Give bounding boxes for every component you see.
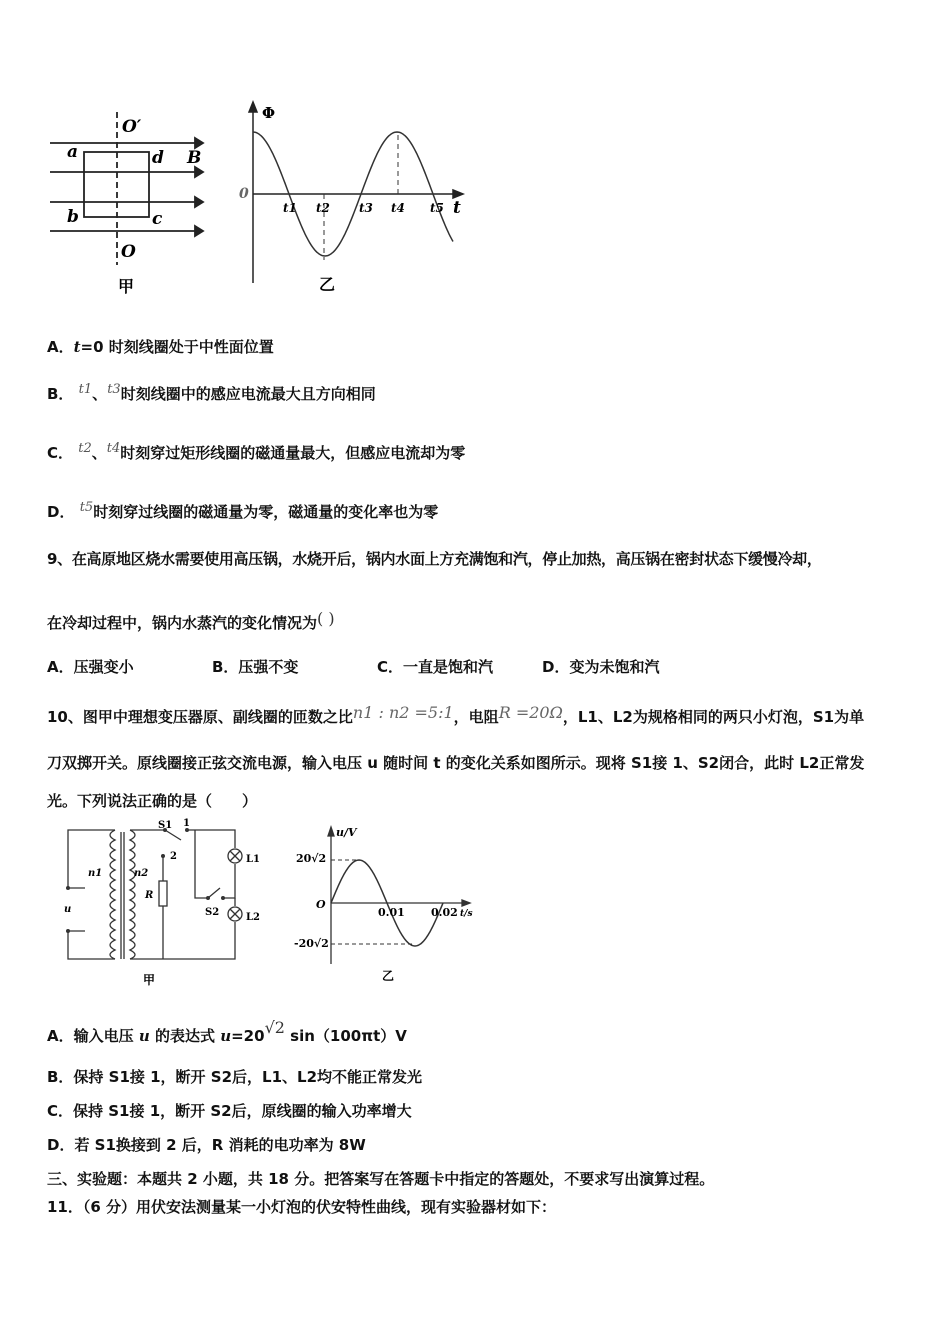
option-text: =0 时刻线圈处于中性面位置 [80, 338, 274, 356]
label-b: b [67, 207, 79, 227]
label-1: 1 [183, 818, 190, 829]
resistance-value: R =20Ω [498, 703, 563, 722]
tick-t1: t1 [283, 201, 297, 215]
option-text: 时刻穿过矩形线圈的磁通量最大，但感应电流却为零 [120, 444, 466, 462]
label-R: R [145, 890, 154, 901]
option-text: A．输入电压 [47, 1027, 139, 1045]
q11-stem: 11．（6 分）用伏安法测量某一小灯泡的伏安特性曲线，现有实验器材如下： [47, 1198, 557, 1216]
stem-text: ，L1、L2为规格相同的两只小灯泡，S1为单 [562, 708, 865, 726]
x-tick-0.01: 0.01 [378, 906, 405, 919]
x-tick-0.02: 0.02 [431, 906, 458, 919]
var-u: u [220, 1027, 232, 1045]
option-label: C． [47, 444, 74, 462]
var-t: t [73, 338, 81, 356]
figure-voltage-graph [290, 824, 480, 986]
label-B: B [187, 148, 202, 168]
var-u: u [138, 1027, 150, 1045]
figure-flux-graph [235, 98, 475, 298]
q8-option-d[interactable] [47, 500, 438, 522]
option-label: D． [47, 503, 75, 521]
tick-t2: t2 [316, 201, 330, 215]
y-axis-label: u/V [336, 826, 357, 839]
q9-option-d[interactable]: D．变为未饱和汽 [542, 658, 660, 676]
y-axis-label: Φ [262, 104, 276, 122]
answer-paren: ( ) [317, 609, 335, 628]
caption-jia: 甲 [143, 973, 156, 987]
caption-yi: 乙 [319, 275, 336, 294]
section-3-heading: 三、实验题：本题共 2 小题，共 18 分。把答案写在答题卡中指定的答题处，不要求写出演算过程。 [47, 1170, 715, 1188]
label-S2: S2 [205, 907, 220, 918]
label-d: d [152, 148, 164, 168]
q10-option-c[interactable]: C．保持 S1接 1，断开 S2后，原线圈的输入功率增大 [47, 1102, 412, 1120]
stem-text: 10、图甲中理想变压器原、副线圈的匝数之比 [47, 708, 353, 726]
label-2: 2 [170, 851, 177, 862]
option-label: B． [47, 385, 74, 403]
option-text: 时刻穿过线圈的磁通量为零，磁通量的变化率也为零 [93, 503, 439, 521]
separator: 、 [92, 385, 108, 403]
label-O-prime: O′ [122, 117, 142, 137]
q10-stem-line1 [47, 703, 864, 727]
q10-option-a[interactable] [47, 1018, 407, 1046]
q10-stem-line3: 光。下列说法正确的是（ ） [47, 792, 258, 810]
origin-label: 0 [239, 186, 249, 202]
q8-option-a[interactable] [47, 336, 274, 357]
label-L1: L1 [246, 854, 260, 865]
separator: 、 [91, 444, 107, 462]
q9-option-c[interactable]: C．一直是饱和汽 [377, 658, 494, 676]
math-t5: t5 [79, 500, 94, 515]
label-c: c [152, 209, 163, 229]
caption-jia: 甲 [118, 277, 135, 296]
option-label: A． [47, 338, 74, 356]
q9-stem-line1: 9、在高原地区烧水需要使用高压锅，水烧开后，锅内水面上方充满饱和汽，停止加热，高压锅在密封状态下缓慢冷却， [47, 550, 822, 568]
sqrt-2: √2 [264, 1018, 285, 1037]
option-text: =20 [231, 1027, 265, 1045]
tick-t4: t4 [391, 201, 405, 215]
q8-option-b[interactable] [47, 382, 376, 404]
tick-t5: t5 [430, 201, 444, 215]
math-t2: t2 [78, 441, 92, 456]
q9-stem-line2 [47, 609, 335, 633]
y-min-label: -20√2 [294, 937, 329, 950]
q9-options [47, 656, 659, 677]
y-max-label: 20√2 [296, 852, 327, 865]
math-t4: t4 [106, 441, 121, 456]
figure-transformer-circuit [60, 818, 270, 987]
option-text: 时刻线圈中的感应电流最大且方向相同 [120, 385, 376, 403]
math-t1: t1 [78, 382, 93, 397]
label-L2: L2 [246, 912, 260, 923]
stem-text: 在冷却过程中，锅内水蒸汽的变化情况为 [47, 614, 318, 632]
q10-option-d[interactable]: D．若 S1换接到 2 后，R 消耗的电功率为 8W [47, 1136, 366, 1154]
label-S1: S1 [158, 820, 173, 831]
origin-label: O [316, 898, 326, 911]
label-n2: n2 [134, 868, 149, 879]
x-axis-label: t [453, 198, 461, 218]
label-O: O [121, 242, 136, 262]
q8-option-c[interactable] [47, 441, 465, 463]
q9-option-a[interactable]: A．压强变小 [47, 658, 134, 676]
label-u: u [64, 904, 72, 915]
option-text: 的表达式 [149, 1027, 221, 1045]
q10-stem-line2: 刀双掷开关。原线圈接正弦交流电源，输入电压 u 随时间 t 的变化关系如图所示。现将 S1接 1、S2闭合，此时 L2正常发 [47, 754, 865, 772]
stem-text: ，电阻 [453, 708, 499, 726]
label-a: a [67, 142, 79, 162]
q10-option-b[interactable]: B．保持 S1接 1，断开 S2后，L1、L2均不能正常发光 [47, 1068, 423, 1086]
label-n1: n1 [88, 868, 103, 879]
turns-ratio: n1 : n2 =5:1 [352, 703, 454, 722]
option-text: sin（100πt）V [284, 1027, 407, 1045]
tick-t3: t3 [359, 201, 373, 215]
x-axis-label: t/s [460, 909, 473, 919]
q9-option-b[interactable]: B．压强不变 [212, 658, 299, 676]
math-t3: t3 [107, 382, 121, 397]
caption-yi: 乙 [382, 969, 395, 983]
figure-coil-in-field [45, 100, 215, 300]
